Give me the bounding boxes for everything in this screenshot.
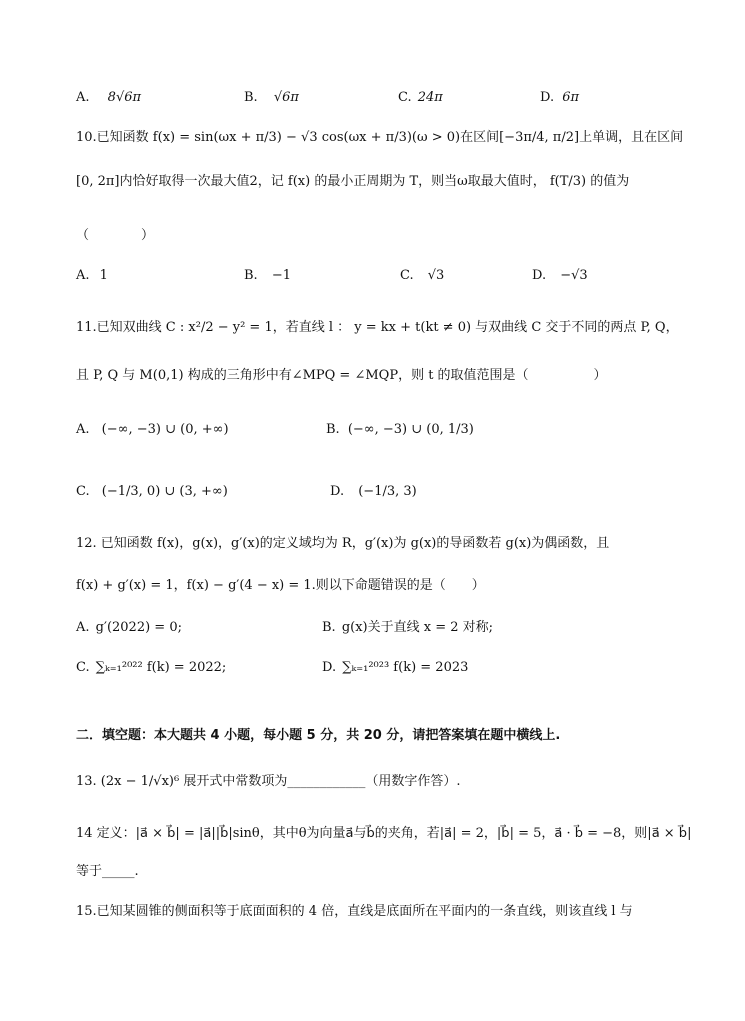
- q11-option-a: [76, 420, 229, 440]
- q12-option-a: [76, 618, 182, 638]
- q11-option-c-text: (−1/3, 0) ∪ (3, +∞): [101, 484, 228, 499]
- q10-option-d-label: D.: [532, 268, 547, 283]
- q10-option-d: [532, 266, 588, 286]
- q12-option-b: [322, 618, 493, 638]
- q12-option-a-text: g′(2022) = 0;: [95, 620, 182, 635]
- q10-option-b: [244, 266, 291, 286]
- section-2-heading: 二．填空题：本大题共 4 小题，每小题 5 分，共 20 分，请把答案填在题中横线上.: [76, 728, 561, 743]
- q12-option-d-label: D.: [322, 660, 337, 675]
- q10-option-a: [76, 266, 108, 286]
- q9-option-c: [398, 88, 443, 108]
- q9-option-b-label: B.: [244, 90, 258, 105]
- q11-option-b: [326, 420, 474, 440]
- q12-option-a-label: A.: [76, 620, 90, 635]
- q9-option-c-text: 24π: [417, 90, 443, 105]
- q9-option-a: [76, 88, 141, 108]
- q11-option-a-text: (−∞, −3) ∪ (0, +∞): [101, 422, 229, 437]
- q10-option-a-label: A.: [76, 268, 90, 283]
- q11-option-b-label: B.: [326, 422, 340, 437]
- q11-option-b-text: (−∞, −3) ∪ (0, 1/3): [347, 422, 474, 437]
- q11-option-d-label: D.: [330, 484, 345, 499]
- q9-option-b: [244, 88, 299, 108]
- q9-option-d: [540, 88, 579, 108]
- q10-option-b-text: −1: [271, 268, 291, 283]
- q12-option-d: [322, 658, 468, 678]
- q12-option-b-text: g(x)关于直线 x = 2 对称;: [341, 620, 494, 635]
- q12-option-b-label: B.: [322, 620, 336, 635]
- q9-option-c-label: C.: [398, 90, 412, 105]
- q12-option-c-label: C.: [76, 660, 90, 675]
- q12-option-c: [76, 658, 226, 678]
- q15-line-1: 15.已知某圆锥的侧面积等于底面面积的 4 倍，直线是底面所在平面内的一条直线，则该直线 l 与: [76, 904, 633, 919]
- q14-line-1: 14 定义：|a⃗ × b⃗| = |a⃗||b⃗|sinθ，其中θ为向量a⃗与b⃗的夹角，若|a⃗| = 2，|b⃗| = 5，a⃗ · b⃗ = −8，则|a⃗ × b⃗|: [76, 826, 692, 841]
- q10-option-d-text: −√3: [560, 268, 588, 283]
- q12-line-1: 12. 已知函数 f(x)，g(x)，g′(x)的定义域均为 R，g′(x)为 g(x)的导函数若 g(x)为偶函数，且: [76, 536, 610, 551]
- q12-option-d-text: ∑ₖ₌₁²⁰²³ f(k) = 2023: [342, 660, 469, 675]
- q11-line-1: 11.已知双曲线 C : x²/2 − y² = 1，若直线 l ： y = kx + t(kt ≠ 0) 与双曲线 C 交于不同的两点 P, Q，: [76, 320, 679, 335]
- q10-line-2: [0, 2π]内恰好取得一次最大值2，记 f(x) 的最小正周期为 T，则当ω取最大值时， f(T/3) 的值为: [76, 174, 630, 189]
- q10-option-c-text: √3: [427, 268, 445, 283]
- q10-line-1: 10.已知函数 f(x) = sin(ωx + π/3) − √3 cos(ωx + π/3)(ω > 0)在区间[−3π/4, π/2]上单调，且在区间: [76, 130, 684, 145]
- q11-option-a-label: A.: [76, 422, 90, 437]
- q11-option-c-label: C.: [76, 484, 90, 499]
- q11-option-d-text: (−1/3, 3): [358, 484, 417, 499]
- q9-option-a-text: 8√6π: [107, 90, 142, 105]
- q10-option-b-label: B.: [244, 268, 258, 283]
- q9-option-b-text: √6π: [273, 90, 299, 105]
- q12-line-2: f(x) + g′(x) = 1，f(x) − g′(4 − x) = 1.则以下命题错误的是（ ）: [76, 578, 485, 593]
- q10-option-c: [400, 266, 444, 286]
- q9-option-d-text: 6π: [562, 90, 580, 105]
- q13-text: 13. (2x − 1/√x)⁶ 展开式中常数项为____________（用数字作答）.: [76, 774, 461, 789]
- q11-option-d: [330, 482, 417, 502]
- q10-line-3: （ ）: [76, 228, 155, 243]
- q14-line-2: 等于_____.: [76, 864, 139, 879]
- q12-option-c-text: ∑ₖ₌₁²⁰²² f(k) = 2022;: [95, 660, 227, 675]
- q9-option-a-label: A.: [76, 90, 90, 105]
- q11-option-c: [76, 482, 228, 502]
- q10-option-c-label: C.: [400, 268, 414, 283]
- q11-line-2: 且 P, Q 与 M(0,1) 构成的三角形中有∠MPQ = ∠MQP，则 t 的取值范围是（ ）: [76, 368, 607, 383]
- q9-option-d-label: D.: [540, 90, 555, 105]
- q10-option-a-text: 1: [99, 268, 108, 283]
